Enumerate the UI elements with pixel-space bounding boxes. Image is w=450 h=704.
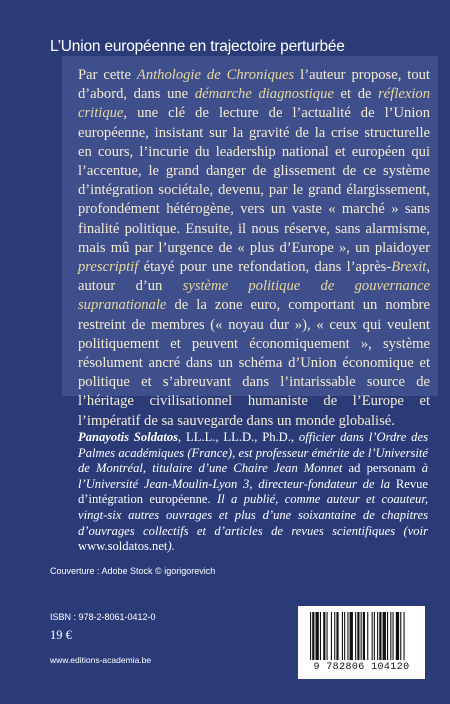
barcode-bar <box>344 612 345 660</box>
bio-italic: ). <box>167 539 175 554</box>
description-text: Par cette <box>78 67 137 83</box>
description-text: l’auteur propose, tout d’abord, dans une <box>78 67 430 103</box>
barcode-bar <box>367 612 368 660</box>
isbn-label: ISBN : 978-2-8061-0412-0 <box>50 612 156 622</box>
barcode-bar <box>372 612 373 660</box>
barcode-bar <box>390 612 391 660</box>
barcode-bar <box>383 612 386 660</box>
description-text: de la zone euro, comportant un nombre restreint de membres (« noyau dur »), « ceux qui veulent politiquement et peuvent économiquement », système résolument ancré dans un schéma d’Union économique et politique et s’abreuvant dans l’intarissable source de l’héritage civilisationnel humaniste de l’Europe et l’impératif de sa sauvegarde dans un monde globalisé. <box>78 297 430 429</box>
bio-italic: à l’Université Jean-Moulin-Lyon 3, directeur-fondateur de la <box>78 461 429 491</box>
description-italic: Anthologie de Chroniques <box>136 67 295 83</box>
author-website: www.soldatos.net <box>78 539 168 554</box>
barcode-bar <box>350 612 353 660</box>
bio-italic: officier dans l’Ordre des Palmes académiques (France), est professeur émérite de l’Université de Montréal, titulaire d’une Chaire Jean Monnet <box>78 430 428 476</box>
description-italic: Brexit <box>391 259 427 276</box>
barcode-bar <box>357 612 359 660</box>
author-bio <box>78 430 428 555</box>
bio-text: , LL.L., LL.D., Ph.D., <box>178 430 299 444</box>
barcode-bar <box>400 612 401 660</box>
barcode-bars <box>304 612 419 662</box>
barcode-bar <box>327 612 328 660</box>
barcode-bar <box>334 612 335 660</box>
barcode-bar <box>316 612 319 660</box>
description-italic: système politique de gouvernance supranationale <box>78 278 430 314</box>
barcode-bar <box>387 612 388 660</box>
description-text: , autour d’un <box>78 259 430 295</box>
book-description <box>78 66 430 431</box>
barcode-bar <box>396 612 399 660</box>
bio-text: Revue d’intégration européenne. <box>78 476 428 507</box>
barcode-digits: 9 782806 104120 <box>313 662 410 673</box>
barcode-bar <box>320 612 321 660</box>
barcode-bar <box>355 612 356 660</box>
barcode-bar <box>363 612 365 660</box>
barcode <box>298 606 425 679</box>
barcode-bar <box>404 612 405 660</box>
description-italic: prescriptif <box>78 259 139 276</box>
description-text: , une clé de lecture de l’actualité de l’Union européenne, insistant sur la gravité de la crise structurelle en cours, l’incurie du leadership national et européen qui l’accentue, le grand danger de glissement de ce système d’intégration sociétale, devenu, par le grand élargissement, profondément hétérogène, vers un vaste « marché » sans finalité politique. Ensuite, il nous réserve, sans alarmisme, mais mû par l’urgence de « plus d’Europe », un plaidoyer <box>78 105 430 256</box>
description-italic: réflexion critique <box>78 86 430 122</box>
barcode-bar <box>323 612 325 660</box>
barcode-bar <box>342 612 343 660</box>
barcode-bar <box>310 612 311 660</box>
publisher-website: www.editions-academia.be <box>50 655 152 665</box>
cover-credit: Couverture : Adobe Stock © igorigorevich <box>50 566 216 576</box>
barcode-bar <box>374 612 375 660</box>
barcode-bar <box>377 612 378 660</box>
barcode-bar <box>331 612 332 660</box>
barcode-bar <box>336 612 338 660</box>
book-title: L’Union européenne en trajectoire perturbée <box>50 38 345 55</box>
description-text: étayé pour une refondation, dans l’après- <box>138 259 392 276</box>
author-name: Panayotis Soldatos <box>78 430 179 444</box>
barcode-bar <box>361 612 362 660</box>
bio-text: ad personam <box>342 461 422 476</box>
barcode-bar <box>347 612 348 660</box>
price-label: 19 € <box>50 628 72 642</box>
description-text: et de <box>333 86 379 103</box>
bio-italic: Il a publié, comme auteur et coauteur, vingt-six autres ouvrages et plus d’une soixantaine de chapitres d’ouvrages collectifs et d’articles de revues scientifiques (voir <box>78 492 428 538</box>
description-italic: démarche diagnostique <box>194 86 334 103</box>
barcode-bar <box>312 612 314 660</box>
barcode-bar <box>379 612 381 660</box>
barcode-bar <box>393 612 394 660</box>
